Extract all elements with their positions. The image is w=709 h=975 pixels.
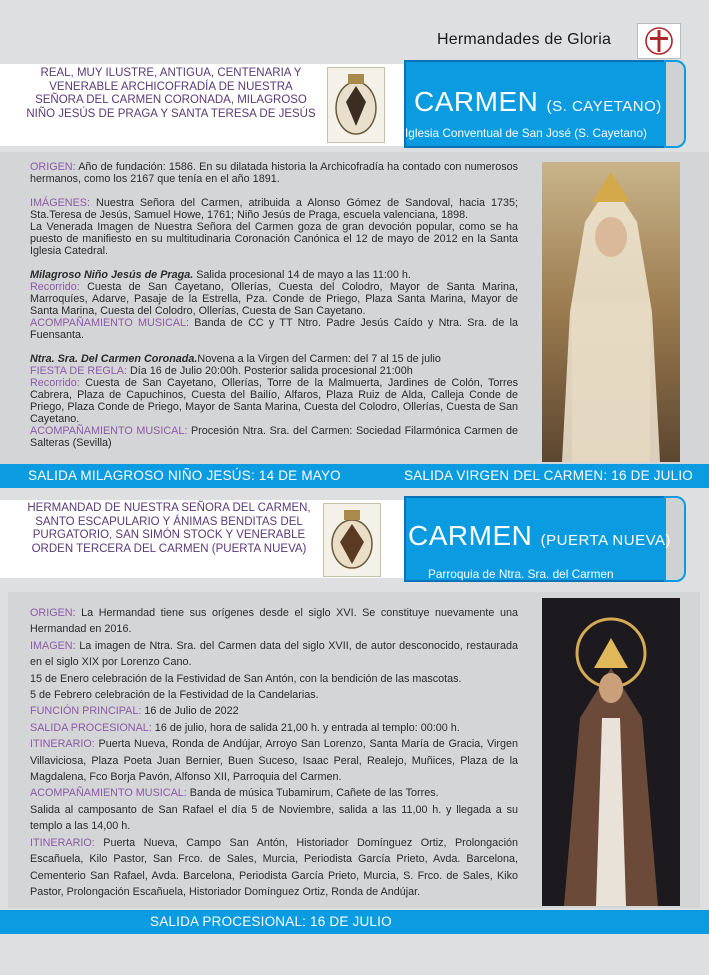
section2-imagen: IMAGEN: La imagen de Ntra. Sra. del Carmen data del siglo XVII, de autor desconocido, restaurada en el siglo XIX por Lorenzo Cano. — [30, 639, 518, 669]
cross-icon — [637, 23, 681, 59]
section1-venerada: La Venerada Imagen de Nuestra Señora del Carmen goza de gran devoción popular, como se ha puesto de manifiesto en su multitudinaria Coronación Canónica el 12 de mayo de 2012 en la Santa Iglesia Catedral. — [30, 221, 518, 257]
section2-org-name: HERMANDAD DE NUESTRA SEÑORA DEL CARMEN, SANTO ESCAPULARIO Y ÁNIMAS BENDITAS DEL PURGATORIO, SAN SIMÓN STOCK Y VENERABLE ORDEN TERCERA DEL CARMEN (PUERTA NUEVA) — [27, 502, 311, 555]
section2-photo — [542, 598, 680, 906]
section2-body — [30, 605, 518, 900]
section1-fiesta: FIESTA DE REGLA: Día 16 de Julio 20:00h. Posterior salida procesional 21:00h — [30, 365, 413, 377]
section1-crest-icon — [327, 67, 385, 143]
section1-acomp1: ACOMPAÑAMIENTO MUSICAL: Banda de CC y TT Ntro. Padre Jesús Caído y Ntra. Sra. de la Fuensanta. — [30, 317, 518, 341]
section2-febrero: 5 de Febrero celebración de la Festividad de la Candelarias. — [30, 689, 319, 702]
section1-recorrido1: Recorrido: Cuesta de San Cayetano, Ollerías, Cuesta del Colodro, Mayor de Santa Marina, Marroquíes, Adarve, Pasaje de la Estrella, Pza. Conde de Priego, Plaza Santa Marina, Mayor de Santa Marina, Cuesta del Colodro, Ollerías, Cuesta de San Cayetano. — [30, 281, 518, 317]
section1-virgen: Ntra. Sra. Del Carmen Coronada.Novena a la Virgen del Carmen: del 7 al 15 de julio — [30, 353, 441, 365]
section1-photo — [542, 162, 680, 462]
section1-imagenes: IMÁGENES: Nuestra Señora del Carmen, atribuida a Alonso Gómez de Sandoval, hacia 1735; Sta.Teresa de Jesús, Samuel Howe, 1761; Niño Jesús de Praga, escuela valenciana, 1898. — [30, 197, 518, 221]
section2-campo: Salida al camposanto de San Rafael el día 5 de Noviembre, salida a las 11,00 h. y llegada a su templo a las 14,00 h. — [30, 803, 518, 833]
section2-title: CARMEN (PUERTA NUEVA) — [408, 520, 671, 551]
page-header-title: Hermandades de Gloria — [437, 31, 612, 48]
section2-itinerario1: ITINERARIO: Puerta Nueva, Ronda de Andújar, Arroyo San Lorenzo, Santa María de Gracia, Virgen Villaviciosa, Plaza Poeta Juan Bernier, Buen Suceso, Isaac Peral, Realejo, Muñices, Plaza de la Magdalena, Fco Borja Pavón, Alfonso XII, Parroquia del Carmen. — [30, 738, 518, 784]
section1-body — [30, 161, 518, 449]
section1-acomp2: ACOMPAÑAMIENTO MUSICAL: Procesión Ntra. Sra. del Carmen: Sociedad Filarmónica Carmen de Salteras (Sevilla) — [30, 425, 518, 449]
section2-enero: 15 de Enero celebración de la Festividad de San Antón, con la bendición de las mascotas. — [30, 672, 462, 685]
section1-bar — [0, 464, 709, 488]
section1-subtitle: Iglesia Conventual de San José (S. Cayetano) — [405, 126, 647, 140]
section1-org-name: REAL, MUY ILUSTRE, ANTIGUA, CENTENARIA Y VENERABLE ARCHICOFRADÍA DE NUESTRA SEÑORA DEL CARMEN CORONADA, MILAGROSO NIÑO JESÚS DE PRAGA Y SANTA TERESA DE JESÚS — [26, 67, 316, 120]
section1-nino: Milagroso Niño Jesús de Praga. Salida procesional 14 de mayo a las 11:00 h. — [30, 269, 411, 281]
section2-crest-icon — [323, 503, 381, 577]
section2-itinerario2: ITINERARIO: Puerta Nueva, Campo San Antón, Historiador Domínguez Ortiz, Prolongación Escañuela, Kilo Pastor, San Frco. de Sales, Murcia, Periodista García Prieto, Avda. Barcelona, Cementerio San Rafael, Avda. Barcelona, Periodista García Prieto, Murcia, S. Frco. de Sales, Kiko Pastor, Prolongación Escañuela, Historiador Domínguez Ortiz, Ronda de Andújar. — [30, 836, 518, 898]
section1-recorrido2: Recorrido: Cuesta de San Cayetano, Ollerías, Torre de la Malmuerta, Jardines de Colón, Torres Cabrera, Plaza de Capuchinos, Cuesta del Bailío, Alfaros, Plaza Ruiz de Alda, Calleja Conde de Priego, Plaza Conde de Priego, Mayor de Santa Marina, Cuesta del Colodro, Ollerías, Cuesta de San Cayetano. — [30, 377, 518, 425]
section2-salida: SALIDA PROCESIONAL: 16 de julio, hora de salida 21,00 h. y entrada al templo: 00:00 h. — [30, 721, 460, 734]
section1-title: CARMEN (S. CAYETANO) — [414, 86, 662, 117]
section2-bar — [0, 910, 709, 934]
section1-bar-left: SALIDA MILAGROSO NIÑO JESÚS: 14 DE MAYO — [28, 468, 341, 483]
section2-bar-text: SALIDA PROCESIONAL: 16 DE JULIO — [150, 914, 392, 929]
section2-acomp: ACOMPAÑAMIENTO MUSICAL: Banda de música Tubamirum, Cañete de las Torres. — [30, 787, 439, 800]
section1-title-cap — [664, 60, 686, 148]
section2-origen: ORIGEN: La Hermandad tiene sus orígenes desde el siglo XVI. Se constituye nuevamente una Hermandad en 2016. — [30, 607, 518, 636]
section1-bar-right: SALIDA VIRGEN DEL CARMEN: 16 DE JULIO — [404, 468, 693, 483]
section1-origen: ORIGEN: Año de fundación: 1586. En su dilatada historia la Archicofradía ha contado con numerosos hermanos, como los 2167 que tenía en el año 1891. — [30, 161, 518, 185]
section2-subtitle: Parroquia de Ntra. Sra. del Carmen — [428, 567, 614, 581]
section2-funcion: FUNCIÓN PRINCIPAL: 16 de Julio de 2022 — [30, 705, 239, 718]
